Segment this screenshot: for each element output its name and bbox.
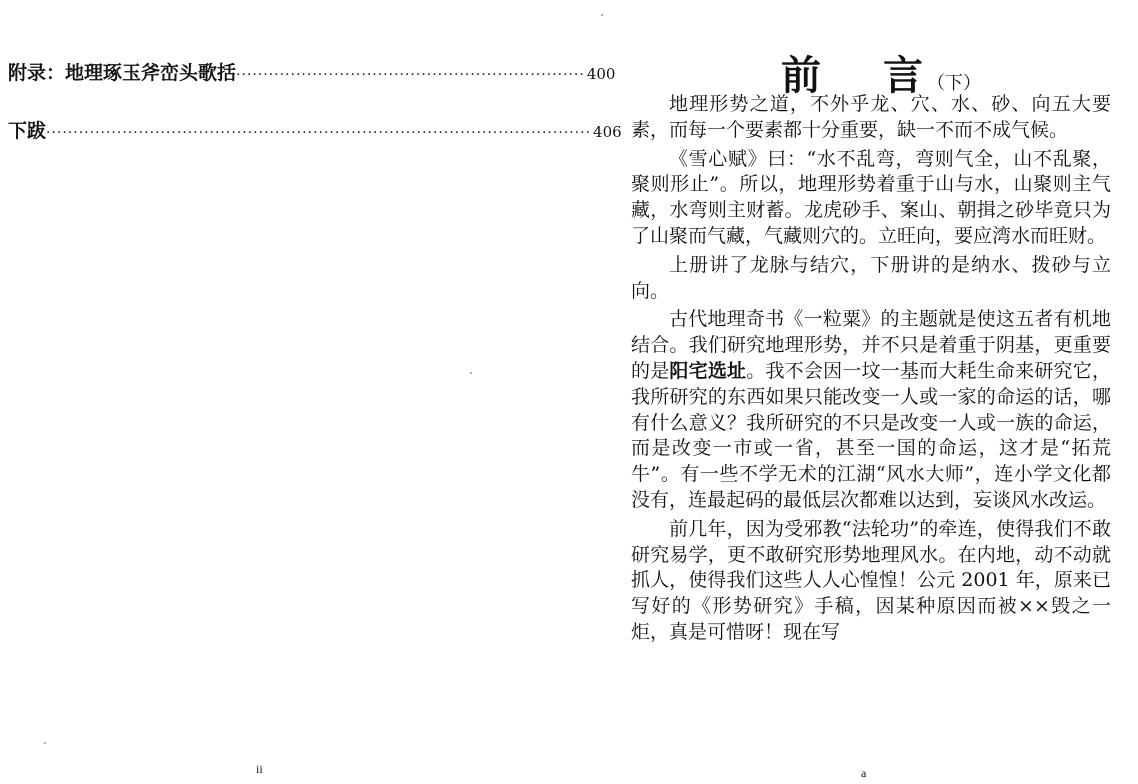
title-char-1: 前: [781, 52, 821, 99]
emphasis-yangzhai: 阳宅选址: [669, 359, 747, 382]
toc-leader-dots: ································································: [236, 67, 585, 83]
preface-body: [631, 92, 1111, 646]
toc-entry-epilogue[interactable]: [8, 116, 622, 143]
scan-speck: [44, 742, 46, 744]
scan-speck: [470, 372, 472, 374]
title-char-2: 言: [883, 52, 923, 99]
page-number: a: [861, 766, 867, 780]
page-number: ii: [256, 762, 263, 776]
toc-entry-title: 附录：地理琢玉斧峦头歌括: [8, 62, 237, 84]
toc-leader-dots: ····································································································: [46, 125, 592, 141]
paragraph-5: 前几年，因为受邪教“法轮功”的牵连，使得我们不敢研究易学，更不敢研究形势地理风水。在内地，动不动就抓人，使得我们这些人人心惶惶！公元 2001 年，原来已写好的《形势研究》手稿，因某种原因而被××毁之一炬，真是可惜呀！现在写: [631, 517, 1111, 643]
title-subtitle: （下）: [927, 73, 981, 94]
scan-speck: [601, 14, 603, 16]
toc-page-number: 406: [593, 123, 622, 141]
right-page: [569, 0, 1138, 784]
paragraph-4-part-1: 古代地理奇书《一粒粟》的主题就是使这五者有机地结合。我们研究地理形势，并不只是着重于阴基，更重要的是: [631, 308, 1111, 382]
paragraph-3: 上册讲了龙脉与结穴，下册讲的是纳水、拨砂与立向。: [631, 253, 1111, 302]
toc-entry-appendix[interactable]: [8, 58, 616, 85]
toc-page-number: 400: [586, 65, 616, 83]
paragraph-1: 地理形势之道，不外乎龙、穴、水、砂、向五大要素，而每一个要素都十分重要，缺一不而不成气候。: [631, 93, 1111, 141]
paragraph-4-part-2: 。我不会因一坟一基而大耗生命来研究它，我所研究的东西如果只能改变一人或一家的命运的话，哪有什么意义？我所研究的不只是改变一人或一族的命运，而是改变一市或一省，甚至一国的命运，这才是“拓荒牛”。有一些不学无术的江湖“风水大师”，连小学文化都没有，连最起码的最低层次都难以达到，妄谈风水改运。: [631, 359, 1111, 511]
paragraph-4: [631, 307, 1111, 513]
paragraph-2: 《雪心赋》曰：“水不乱弯，弯则气全，山不乱聚，聚则形止”。所以，地理形势着重于山与水，山聚则主气藏，水弯则主财蓄。龙虎砂手、案山、朝揖之砂毕竟只为了山聚而气藏，气藏则穴的。立旺向，要应湾水而旺财。: [631, 147, 1111, 247]
toc-entry-title: 下跋: [8, 120, 47, 142]
